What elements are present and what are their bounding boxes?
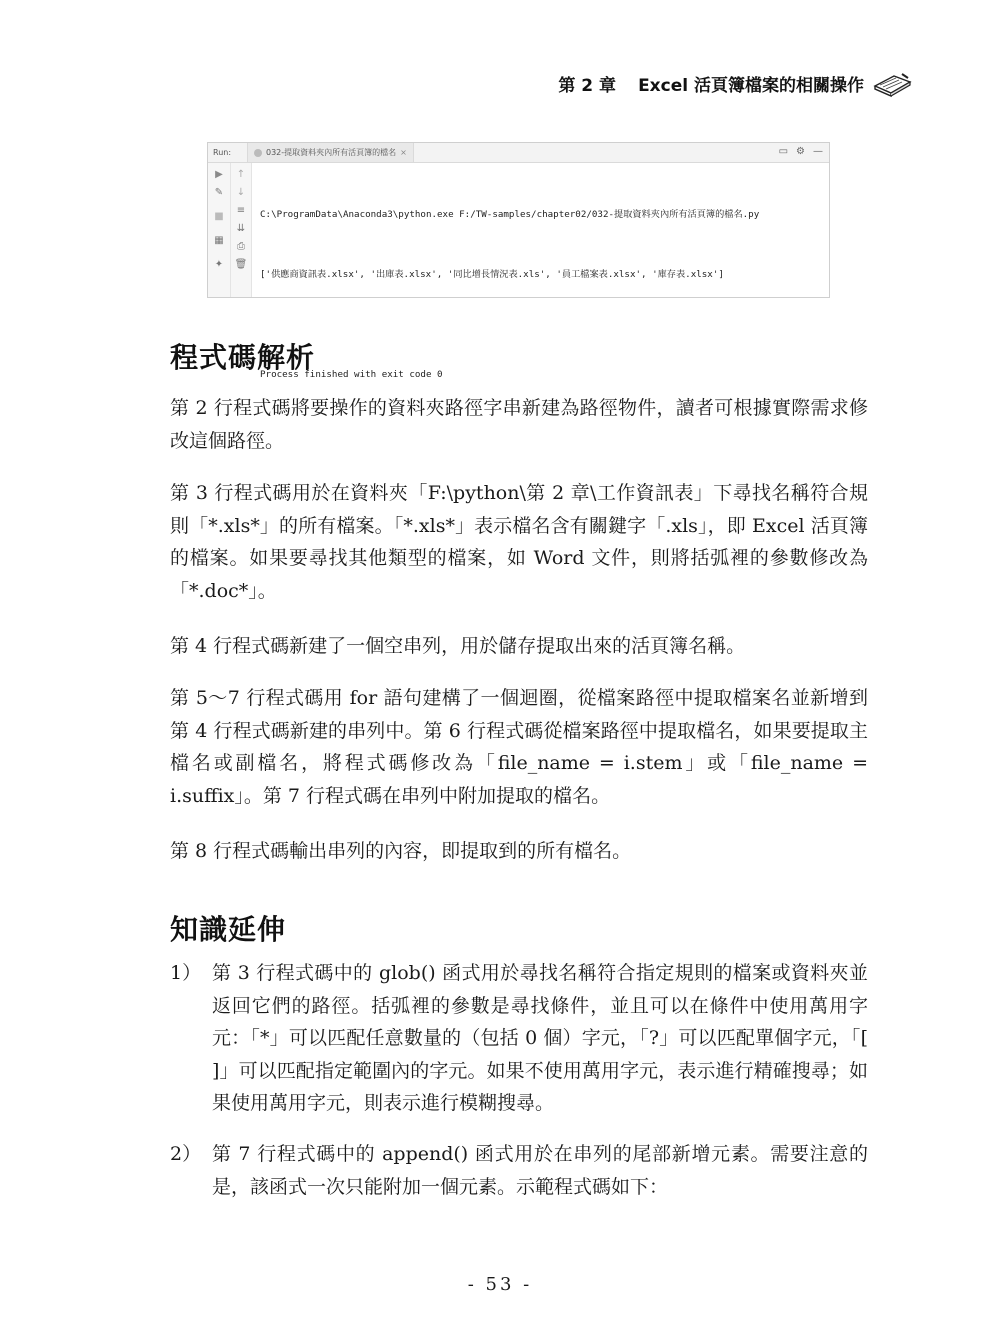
list-item-number: 2） (170, 1143, 202, 1165)
chapter-number: 第 2 章 (558, 75, 617, 96)
gear-icon[interactable]: ⚙ (796, 146, 805, 157)
section-heading-code-analysis: 程式碼解析 (170, 341, 316, 374)
wrench-icon[interactable]: ✎ (214, 187, 224, 198)
list-item-number: 1） (170, 962, 202, 984)
trash-icon[interactable]: 🗑 (234, 259, 248, 270)
rerun-icon[interactable]: ▶ (215, 169, 223, 180)
page-number: - 53 - (467, 1274, 533, 1295)
layout-icon[interactable]: ▭ (778, 146, 789, 157)
pin-icon[interactable]: ✦ (214, 259, 224, 270)
run-toolbar-right (231, 163, 252, 297)
console-line: C:\ProgramData\Anaconda3\python.exe F:/TW-samples/chapter02/032-提取資料夾內所有活頁簿的檔名.py (260, 209, 760, 220)
stop-icon[interactable]: ■ (214, 211, 224, 222)
soft-wrap-icon[interactable]: ≡ (236, 205, 246, 216)
restore-layout-icon[interactable]: ▦ (214, 235, 224, 246)
paragraph: 第 2 行程式碼將要操作的資料夾路徑字串新建為路徑物件，讀者可根據實際需求修改這個路徑。 (170, 397, 868, 452)
arrow-up-icon[interactable]: ↑ (236, 169, 246, 180)
list-item-text: 第 7 行程式碼中的 append() 函式用於在串列的尾部新增元素。需要注意的是，該函式一次只能附加一個元素。示範程式碼如下： (212, 1143, 868, 1198)
run-label: Run: (213, 148, 232, 157)
paragraph: 第 5～7 行程式碼用 for 語句建構了一個迴圈，從檔案路徑中提取檔案名並新增到第 4 行程式碼新建的串列中。第 6 行程式碼從檔案路徑中提取檔名，如果要提取主檔名或副檔名，將程式碼修改為「file_name = i.stem」或「file_name = i.suffix」。第 7 行程式碼在串列中附加提取的檔名。 (170, 687, 868, 807)
console-line: Process finished with exit code 0 (260, 369, 443, 380)
list-item-text: 第 3 行程式碼中的 glob() 函式用於尋找名稱符合指定規則的檔案或資料夾並返回它們的路徑。括弧裡的參數是尋找條件，並且可以在條件中使用萬用字元：「*」可以匹配任意數量的（包括 0 個）字元，「?」可以匹配單個字元，「[ ]」可以匹配指定範圍內的字元。如果不使用萬用字元，表示進行精確搜尋；如果使用萬用字元，則表示進行模糊搜尋。 (212, 962, 868, 1114)
run-tab-bar (208, 143, 829, 163)
run-toolbar-left (208, 163, 231, 297)
minimize-icon[interactable]: — (813, 146, 823, 157)
python-file-icon (254, 149, 262, 157)
print-icon[interactable]: ⎙ (237, 241, 245, 252)
panel-toolbar (779, 146, 823, 157)
paragraph: 第 3 行程式碼用於在資料夾「F:\python\第 2 章\工作資訊表」下尋找名稱符合規則「*.xls*」的所有檔案。「*.xls*」表示檔名含有關鍵字「.xls」，即 Excel 活頁簿的檔案。如果要尋找其他類型的檔案，如 Word 文件，則將括弧裡的參數修改為「*.doc*」。 (170, 482, 868, 602)
section-heading-knowledge-extension: 知識延伸 (170, 913, 287, 946)
console-output (260, 165, 823, 425)
tab-close-icon[interactable]: × (400, 148, 407, 157)
list-item (170, 1138, 868, 1203)
run-tab[interactable] (247, 143, 414, 162)
list-item (170, 957, 868, 1120)
paragraph: 第 4 行程式碼新建了一個空串列，用於儲存提取出來的活頁簿名稱。 (170, 635, 746, 657)
run-tab-label: 032-提取資料夾內所有活頁簿的檔名 (266, 148, 397, 157)
paragraph: 第 8 行程式碼輸出串列的內容，即提取到的所有檔名。 (170, 840, 632, 862)
chapter-title: Excel 活頁簿檔案的相關操作 (638, 75, 864, 96)
arrow-down-icon[interactable]: ↓ (236, 187, 246, 198)
running-header (558, 66, 912, 100)
scroll-to-end-icon[interactable]: ⇊ (236, 223, 246, 234)
book-icon (872, 68, 912, 98)
console-line: ['供應商資訊表.xlsx', '出庫表.xlsx', '同比增長情況表.xls', '員工檔案表.xlsx', '庫存表.xlsx'] (260, 269, 724, 280)
